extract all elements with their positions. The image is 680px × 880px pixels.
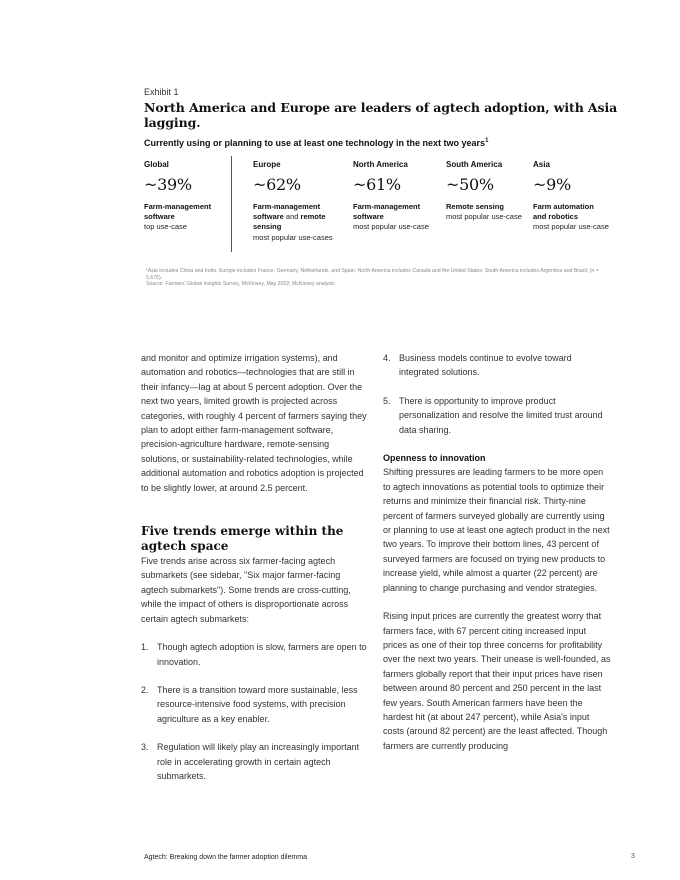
trend-text: Business models continue to evolve toward integrated solutions. bbox=[399, 353, 572, 378]
region-percentage: ~39% bbox=[144, 175, 192, 194]
region-percentage: ~9% bbox=[533, 175, 571, 194]
region-description bbox=[533, 202, 609, 233]
trend-number: 1. bbox=[141, 642, 149, 653]
region-name: Asia bbox=[533, 160, 550, 169]
trend-list-item bbox=[141, 640, 369, 669]
subtitle-footnote-mark: 1 bbox=[485, 138, 489, 144]
exhibit-title: North America and Europe are leaders of agtech adoption, with Asia lagging. bbox=[144, 100, 618, 130]
input-prices-paragraph: Rising input prices are currently the greatest worry that farmers face, with 67 percent citing increased input prices as one of their top three concerns for profitability over the next two years. Their unease is well-founded, as farmers globally report that their input prices have risen between around 80 percent and 250 percent in the last few years. South American farmers have been the hardest hit (at about 247 percent), while Asia's input costs (around 82 percent) are the least affected. Though farmers are currently producing bbox=[383, 611, 611, 751]
region-divider bbox=[231, 156, 232, 252]
footer-title: Agtech: Breaking down the farmer adoption dilemma bbox=[144, 854, 308, 861]
openness-paragraph: Shifting pressures are leading farmers to be more open to agtech innovations as potential tools to optimize their returns and minimize their financial risk. Thirty-nine percent of farmers surveyed globally are currently using or planning to use at least one agtech product in the next two years. To improve their bottom lines, 43 percent of surveyed farmers are focused on trying new products to increase yield, while almost a quarter (22 percent) are planning to change purchasing and vendor strategies. bbox=[383, 467, 610, 593]
region-south-america bbox=[446, 160, 524, 222]
region-use-case-note: top use-case bbox=[144, 222, 187, 232]
trend-text: Regulation will likely play an increasingly important role in accelerating growth in certain agtech submarkets. bbox=[157, 742, 360, 781]
region-percentage: ~61% bbox=[353, 175, 401, 194]
trend-list-item bbox=[141, 740, 369, 783]
region-name: North America bbox=[353, 160, 408, 169]
footnote-regions: ¹Asia includes China and India; Europe includes France, Germany, Netherlands, and Spain; North America includes Canada and the United States; South America includes Argentina and Brazil; (n = 5,675). bbox=[146, 268, 599, 281]
region-use-case-note: most popular use-case bbox=[446, 212, 522, 222]
trend-list-item bbox=[383, 351, 611, 380]
region-name: Europe bbox=[253, 160, 281, 169]
left-column bbox=[141, 351, 369, 783]
region-north-america bbox=[353, 160, 435, 233]
region-description bbox=[253, 202, 343, 243]
region-use-case: Farm automation and robotics bbox=[533, 202, 594, 222]
region-description bbox=[446, 202, 524, 222]
trend-number: 4. bbox=[383, 353, 391, 363]
region-use-case-2: remote sensing bbox=[253, 212, 326, 232]
region-use-case: Farm-management software bbox=[144, 202, 212, 222]
region-global bbox=[144, 160, 228, 233]
region-name: Global bbox=[144, 160, 169, 169]
trend-list-item bbox=[141, 683, 369, 726]
exhibit-subtitle bbox=[144, 138, 488, 148]
region-use-case: Farm-management software bbox=[353, 202, 421, 222]
subsection-heading: Openness to innovation bbox=[383, 453, 486, 464]
region-use-case-note: most popular use-case bbox=[533, 222, 609, 232]
region-name: South America bbox=[446, 160, 503, 169]
section-heading: Five trends emerge within the agtech space bbox=[141, 524, 344, 554]
right-column bbox=[383, 351, 611, 753]
region-use-case-note: most popular use-case bbox=[353, 222, 429, 232]
exhibit-label: Exhibit 1 bbox=[144, 87, 179, 97]
trend-number: 3. bbox=[141, 742, 149, 753]
region-asia bbox=[533, 160, 609, 233]
region-europe bbox=[253, 160, 343, 243]
trend-text: Though agtech adoption is slow, farmers are open to innovation. bbox=[157, 642, 367, 667]
trend-list-item bbox=[383, 394, 611, 437]
region-use-case-note: most popular use-cases bbox=[253, 232, 333, 242]
trend-text: There is opportunity to improve product personalization and resolve the limited trust around data sharing. bbox=[399, 395, 603, 435]
trend-text: There is a transition toward more sustainable, less resource-intensive food systems, with precision agriculture as a key enabler. bbox=[157, 684, 358, 724]
region-percentage: ~50% bbox=[446, 175, 494, 194]
intro-paragraph: and monitor and optimize irrigation systems), and automation and robotics—technologies that are still in their infancy—lag at about 5 percent adoption. Over the next two years, limited growth is projected across categories, with roughly 4 percent of farmers saying they plan to adopt either farm-management software, precision-agriculture hardware, remote-sensing solutions, or sustainability-related technologies, while additional automation and robotics adoption is projected to be slightly lower, at around 2.5 percent. bbox=[141, 353, 367, 493]
region-description bbox=[353, 202, 435, 233]
region-use-case: Farm-management software bbox=[253, 202, 321, 222]
section-paragraph: Five trends arise across six farmer-facing agtech submarkets (see sidebar, "Six major farmer-facing agtech submarkets"). Some trends are cross-cutting, while the impact of others is disproportionate across certain agtech submarkets: bbox=[141, 556, 351, 624]
region-percentage: ~62% bbox=[253, 175, 301, 194]
exhibit-subtitle-text: Currently using or planning to use at least one technology in the next two years bbox=[144, 138, 486, 148]
region-use-case: Remote sensing bbox=[446, 202, 504, 211]
trend-number: 5. bbox=[383, 395, 391, 406]
footnote-source: Source: Farmers' Global Insights Survey, McKinsey, May 2022; McKinsey analysis bbox=[146, 281, 335, 288]
region-description bbox=[144, 202, 228, 233]
trend-number: 2. bbox=[141, 684, 149, 695]
exhibit-footnotes bbox=[146, 268, 616, 288]
page-number: 3 bbox=[631, 853, 635, 860]
region-use-case-connector: and bbox=[283, 212, 301, 222]
